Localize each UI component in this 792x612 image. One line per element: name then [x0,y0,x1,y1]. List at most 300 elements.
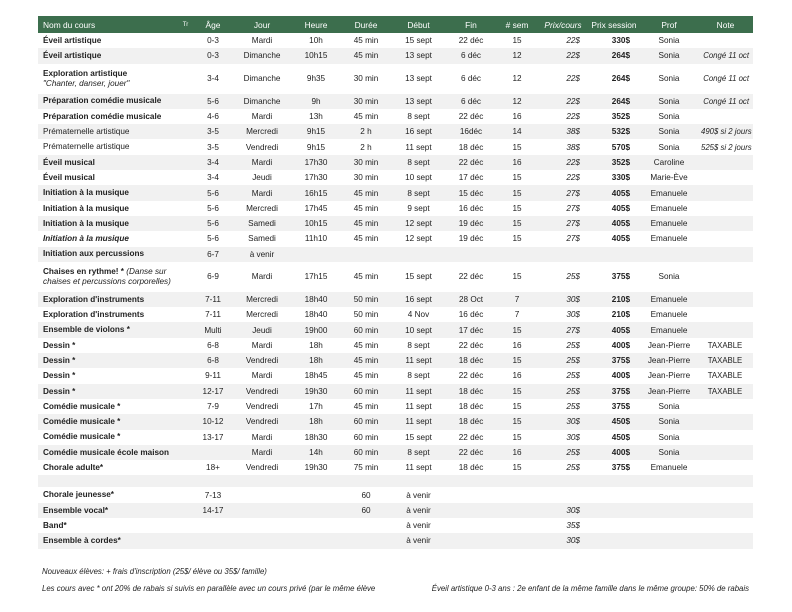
cell-note [698,430,753,445]
cell-fin [446,533,496,548]
cell-age: Multi [204,325,222,335]
col-header-prix-cours: Prix/cours [544,19,582,30]
cell-prix: 30$ [566,505,580,515]
cell-sem: 15 [512,219,522,229]
cell-prix-session: 405$ [611,325,630,335]
cell-age: 9-11 [205,371,221,381]
cell-prix-session: 330$ [611,173,630,183]
cell-age: 6-9 [207,272,219,282]
cell-duree: 75 min [353,463,379,473]
cell-note [698,518,753,533]
cell-debut: 8 sept [407,447,430,457]
cell-fin: 19 déc [458,234,484,244]
cell-course-name [38,399,178,414]
cell-fin [446,503,496,518]
cell-jour: Mercredi [246,203,278,213]
cell-prof: Emanuele [650,203,688,213]
cell-age: 0-3 [207,36,219,46]
cell-course-name [38,338,178,353]
cell-prix: 35$ [566,521,580,531]
cell-age [193,533,233,548]
cell-heure: 10h15 [304,219,328,229]
cell-tr [178,109,193,124]
cell-age: 18+ [206,463,220,473]
cell-fin: 16déc [459,127,483,137]
cell-heure [291,533,341,548]
course-name: Ensemble de violons * [43,325,130,335]
cell-sem: 16 [512,447,522,457]
cell-fin: 22 déc [458,272,484,282]
cell-note [698,533,753,548]
cell-duree: 60 [361,490,371,500]
cell-tr [178,292,193,307]
blank-row [38,475,753,487]
cell-duree: 45 min [353,51,379,61]
cell-prix: 30$ [566,310,580,320]
table-row [38,201,753,216]
cell-fin: 16 déc [458,310,484,320]
cell-prix-session: 400$ [611,340,630,350]
cell-tr [178,170,193,185]
cell-fin: 22 déc [458,340,484,350]
cell-debut: 11 sept [405,402,432,412]
cell-duree: 60 [361,505,371,515]
cell-debut: 12 sept [405,234,432,244]
cell-note [698,185,753,200]
cell-fin: 17 déc [458,173,484,183]
cell-debut: 8 sept [407,157,430,167]
cell-course-name [38,353,178,368]
cell-note [698,201,753,216]
cell-prix: 25$ [566,272,580,282]
cell-debut: 15 sept [405,272,432,282]
cell-fin: 18 déc [458,356,484,366]
cell-prix-session: 375$ [611,272,630,282]
cell-course-name [38,460,178,475]
cell-age: 6-8 [207,356,219,366]
table-row [38,430,753,445]
cell-heure: 17h15 [304,272,328,282]
cell-prix: 27$ [566,325,580,335]
cell-heure: 9h15 [306,142,326,152]
course-name: Dessin * [43,355,76,365]
table-row [38,262,753,292]
cell-tr [178,353,193,368]
cell-note [698,216,753,231]
cell-prix: 22$ [566,157,580,167]
cell-fin [446,487,496,502]
cell-prix-session: 375$ [611,463,630,473]
cell-note [698,445,753,460]
course-name: Exploration d'instruments [43,310,145,320]
cell-prof: Sonia [658,74,680,84]
cell-debut: 15 sept [405,36,432,46]
cell-prof: Sonia [658,142,680,152]
cell-prix-session: 352$ [611,112,630,122]
cell-prix-session [588,518,640,533]
cell-debut [391,247,446,262]
cell-age: 7-13 [204,490,222,500]
course-name: Initiation aux percussions [43,249,145,259]
cell-note: TAXABLE [707,340,743,350]
cell-note: 525$ si 2 jours [701,142,752,152]
cell-jour [233,503,291,518]
table-row [38,368,753,383]
cell-debut: 15 sept [405,432,432,442]
cell-course-name [38,48,178,63]
cell-note [698,155,753,170]
cell-heure: 17h30 [304,173,328,183]
cell-note [698,460,753,475]
cell-note: 490$ si 2 jours [701,127,752,137]
cell-jour: Mardi [251,188,273,198]
cell-tr [178,399,193,414]
cell-fin: 18 déc [458,142,484,152]
cell-jour: Mercredi [246,310,278,320]
cell-debut: 16 sept [405,295,432,304]
cell-jour: Samedi [248,234,276,244]
cell-debut: 11 sept [405,386,432,396]
course-name: Comédie musicale * [43,432,121,442]
cell-prof: Sonia [658,96,680,106]
col-header-duree: Durée [354,19,378,30]
cell-age: 0-3 [207,51,219,61]
cell-prix: 30$ [566,536,580,546]
footer-notes [38,561,753,601]
course-name: Comédie musicale école maison [43,447,170,457]
cell-heure [291,503,341,518]
cell-debut: 11 sept [405,142,432,152]
cell-course-name [38,139,178,154]
cell-sem: 15 [512,188,522,198]
cell-duree: 45 min [353,219,379,229]
cell-prix-session: 210$ [611,295,630,304]
cell-prof: Jean-Pierre [647,386,691,396]
cell-prix-session: 375$ [611,386,630,396]
cell-debut: 4 Nov [407,310,430,320]
cell-tr [178,33,193,48]
cell-course-name [38,533,178,548]
table-row [38,460,753,475]
cell-prix: 22$ [566,96,580,106]
cell-course-name [38,518,178,533]
cell-tr [178,216,193,231]
course-name: Ensemble à cordes* [43,536,121,546]
cell-prof: Sonia [658,402,680,412]
table-row [38,399,753,414]
cell-duree: 60 min [353,432,379,442]
cell-tr [178,185,193,200]
cell-note: TAXABLE [707,356,743,366]
cell-fin: 19 déc [458,219,484,229]
cell-age: 3-4 [207,173,219,183]
cell-course-name [38,307,178,322]
cell-prix: 30$ [566,295,580,304]
cell-heure: 9h15 [306,127,326,137]
cell-jour: Mardi [251,447,273,457]
cell-course-name [38,33,178,48]
cell-jour: Dimanche [243,96,281,106]
cell-tr [178,307,193,322]
cell-course-name [38,247,178,262]
cell-prix-session: 532$ [611,127,630,137]
cell-heure: 18h [309,417,323,427]
cell-note [698,262,753,292]
cell-prof [640,247,698,262]
cell-heure: 13h [309,112,323,122]
cell-prof: Emanuele [650,188,688,198]
cell-tr [178,322,193,337]
cell-age: 6-7 [207,249,219,259]
cell-sem [496,487,538,502]
cell-prix-session: 405$ [611,203,630,213]
cell-debut: 13 sept [405,74,432,84]
cell-tr [178,384,193,399]
cell-sem [496,247,538,262]
cell-heure: 19h30 [304,463,328,473]
cell-duree: 30 min [353,157,379,167]
cell-prix: 27$ [566,188,580,198]
cell-fin: 22 déc [458,157,484,167]
cell-debut: à venir [406,521,431,531]
cell-jour: Vendredi [245,142,279,152]
cell-heure: 10h15 [304,51,328,61]
cell-prof: Emanuele [650,295,688,304]
cell-duree: 45 min [353,371,379,381]
cell-tr [178,247,193,262]
cell-jour: Mercredi [246,295,278,304]
cell-duree: 45 min [353,402,379,412]
cell-course-name [38,201,178,216]
cell-note [698,170,753,185]
cell-fin: 22 déc [458,36,484,46]
course-name: Préparation comédie musicale [43,96,162,106]
cell-tr [178,338,193,353]
cell-note [698,487,753,502]
cell-debut: 9 sept [407,203,430,213]
course-name: Chaises en rythme! * [43,267,124,277]
cell-prix-session: 352$ [611,157,630,167]
cell-prix-session: 264$ [611,74,630,84]
cell-sem: 14 [512,127,522,137]
cell-tr [178,487,193,502]
cell-prof: Jean-Pierre [647,371,691,381]
cell-sem: 16 [512,157,522,167]
cell-fin [446,518,496,533]
cell-sem: 15 [512,463,522,473]
col-header-jour: Jour [253,19,271,30]
cell-course-name [38,487,178,502]
header-row [38,16,753,33]
cell-fin [446,247,496,262]
table-row [38,414,753,429]
cell-prix [538,247,588,262]
cell-age: 5-6 [207,188,219,198]
cell-prix-session: 400$ [611,447,630,457]
cell-prof: Sonia [658,36,680,46]
cell-prix: 22$ [566,36,580,46]
table-row [38,307,753,322]
cell-sem: 15 [512,36,522,46]
cell-prix-session: 570$ [611,142,630,152]
cell-course-name [38,109,178,124]
cell-heure: 10h [309,36,323,46]
cell-sem: 15 [512,417,522,427]
cell-prix: 25$ [566,371,580,381]
cell-jour [233,518,291,533]
cell-age: 5-6 [207,203,219,213]
cell-debut: 11 sept [405,463,432,473]
cell-sem: 7 [514,310,520,320]
cell-course-name [38,292,178,307]
cell-jour: Vendredi [245,417,279,427]
cell-prof: Emanuele [650,310,688,320]
course-name: Initiation à la musique [43,234,129,244]
cell-age: 5-6 [207,96,219,106]
cell-jour [233,533,291,548]
cell-sem: 15 [512,173,522,183]
cell-jour: Samedi [248,219,276,229]
table-row [38,64,753,94]
cell-duree: 30 min [353,74,379,84]
cell-prof: Caroline [653,157,685,167]
table-row [38,124,753,139]
cell-sem: 12 [512,96,522,106]
cell-prix-session: 264$ [611,51,630,61]
cell-sem: 12 [512,51,522,61]
cell-course-name [38,155,178,170]
cell-prix-session: 330$ [611,36,630,46]
cell-prof: Emanuele [650,219,688,229]
cell-heure: 18h [309,356,323,366]
table-row [38,109,753,124]
cell-heure: 17h45 [304,203,328,213]
course-subtitle: (Danse sur chaises et percussions corporelles) [43,267,171,286]
cell-duree: 45 min [353,340,379,350]
cell-note [698,399,753,414]
table-row [38,185,753,200]
cell-debut: 10 sept [405,173,432,183]
cell-jour: Mardi [251,157,273,167]
cell-prix-session: 375$ [611,402,630,412]
cell-note: Congé 11 oct [703,74,749,84]
cell-note: Congé 11 oct [703,96,749,106]
cell-tr [178,64,193,94]
cell-prix [538,487,588,502]
cell-duree: 50 min [353,295,379,304]
cell-jour: Vendredi [245,463,279,473]
cell-heure [291,247,341,262]
cell-sem: 15 [512,142,522,152]
cell-fin: 18 déc [458,463,484,473]
cell-prix-session [588,533,640,548]
cell-debut: à venir [406,490,431,500]
cell-prix: 25$ [566,447,580,457]
cell-prix: 22$ [566,173,580,183]
cell-prix-session: 405$ [611,219,630,229]
col-header-note: Note [716,19,735,30]
table-row [38,384,753,399]
cell-age: 3-5 [207,127,219,137]
cell-prix-session: 400$ [611,371,630,381]
cell-heure: 18h30 [304,432,328,442]
cell-age: 3-4 [207,157,219,167]
cell-heure: 9h [311,96,321,106]
cell-prof [640,503,698,518]
cell-jour: Mardi [251,272,273,282]
cell-fin: 17 déc [458,325,484,335]
cell-prof [640,487,698,502]
course-name: Exploration d'instruments [43,294,145,304]
cell-prof: Sonia [658,272,680,282]
cell-course-name [38,414,178,429]
cell-jour: Dimanche [243,74,281,84]
cell-course-name [38,262,178,292]
cell-prix-session: 210$ [611,310,630,320]
course-name: Prématernelle artistique [43,127,130,137]
course-rows [38,33,753,561]
cell-prix: 27$ [566,234,580,244]
cell-age: 6-8 [207,340,219,350]
cell-age: 3-5 [207,142,219,152]
cell-duree: 45 min [353,188,379,198]
cell-jour: Mardi [251,371,273,381]
cell-heure: 18h45 [304,371,328,381]
cell-duree: 50 min [353,310,379,320]
cell-debut: 16 sept [405,127,432,137]
course-subtitle: "Chanter, danser, jouer" [43,78,130,88]
cell-jour: Mardi [251,112,273,122]
footer-line-inscription: Nouveaux élèves: + frais d'inscription (25$/ élève ou 35$/ famille) [42,566,267,576]
cell-fin: 6 déc [460,74,482,84]
cell-note: TAXABLE [707,386,743,396]
cell-prof: Sonia [658,447,680,457]
cell-prix-session: 405$ [611,188,630,198]
cell-sem: 15 [512,386,522,396]
table-row [38,353,753,368]
course-name: Initiation à la musique [43,203,129,213]
cell-sem: 15 [512,356,522,366]
cell-tr [178,139,193,154]
table-row [38,48,753,63]
course-schedule-sheet [38,16,753,601]
cell-course-name [38,384,178,399]
col-header-sem: # sem [505,19,529,30]
cell-duree: 2 h [360,142,372,152]
cell-jour: Mardi [251,432,273,442]
cell-course-name [38,322,178,337]
cell-prix-session: 264$ [611,96,630,106]
course-name: Chorale jeunesse* [43,490,114,500]
cell-fin: 18 déc [458,386,484,396]
cell-jour [233,487,291,502]
table-row [38,445,753,460]
cell-duree: 45 min [353,112,379,122]
table-row [38,231,753,246]
cell-sem [496,503,538,518]
table-row [38,94,753,109]
cell-sem: 15 [512,432,522,442]
cell-prix: 25$ [566,402,580,412]
cell-heure [291,518,341,533]
cell-duree: 45 min [353,203,379,213]
cell-age: 7-11 [205,295,221,304]
cell-fin: 18 déc [458,402,484,412]
cell-duree: 60 min [353,447,379,457]
cell-duree: 2 h [360,127,372,137]
cell-prix: 27$ [566,219,580,229]
cell-prix: 22$ [566,51,580,61]
